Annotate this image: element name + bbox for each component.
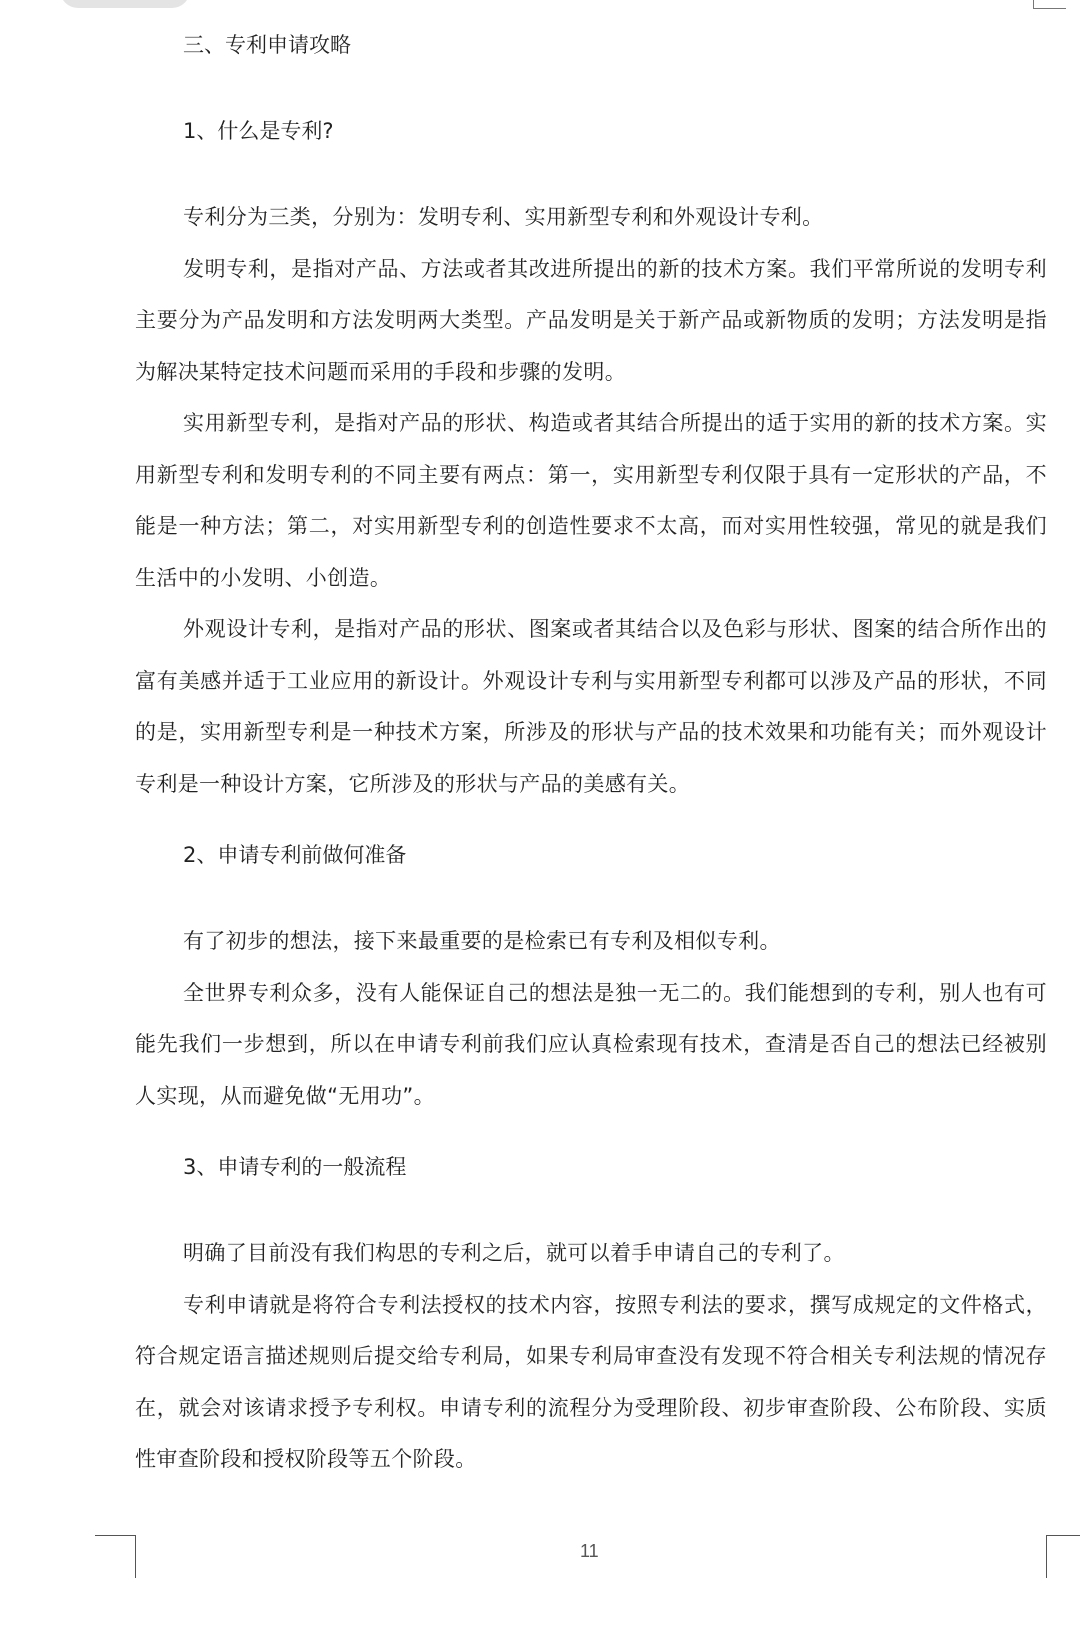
section-spacer <box>135 1122 1047 1150</box>
section-3 <box>135 1150 1047 1486</box>
section-2 <box>135 838 1047 1122</box>
paragraph: 实用新型专利，是指对产品的形状、构造或者其结合所提出的适于实用的新的技术方案。实用新型专利和发明专利的不同主要有两点：第一，实用新型专利仅限于具有一定形状的产品，不能是一种方法；第二，对实用新型专利的创造性要求不太高，而对实用性较强，常见的就是我们生活中的小发明、小创造。 <box>135 411 1047 590</box>
paragraph: 专利申请就是将符合专利法授权的技术内容，按照专利法的要求，撰写成规定的文件格式，符合规定语言描述规则后提交给专利局，如果专利局审查没有发现不符合相关专利法规的情况存在，就会对该请求授予专利权。申请专利的流程分为受理阶段、初步审查阶段、公布阶段、实质性审查阶段和授权阶段等五个阶段。 <box>135 1292 1047 1471</box>
bottom-left-crop-mark <box>95 1535 136 1578</box>
paragraph: 外观设计专利，是指对产品的形状、图案或者其结合以及色彩与形状、图案的结合所作出的富有美感并适于工业应用的新设计。外观设计专利与实用新型专利都可以涉及产品的形状，不同的是，实用新型专利是一种技术方案，所涉及的形状与产品的技术效果和功能有关；而外观设计专利是一种设计方案，它所涉及的形状与产品的美感有关。 <box>135 617 1047 796</box>
page-number: 11 <box>580 1541 599 1561</box>
document-body <box>135 28 1047 1486</box>
section-title: 3、申请专利的一般流程 <box>183 1155 407 1179</box>
paragraph: 明确了目前没有我们构思的专利之后，就可以着手申请自己的专利了。 <box>183 1241 845 1265</box>
paragraph: 专利分为三类，分别为：发明专利、实用新型专利和外观设计专利。 <box>183 205 824 229</box>
section-title: 2、申请专利前做何准备 <box>183 843 407 867</box>
page-footer <box>0 1535 1080 1595</box>
bottom-right-crop-mark <box>1046 1535 1080 1578</box>
top-edge-shadow <box>60 0 190 8</box>
top-right-crop-mark <box>1033 0 1066 9</box>
chapter-heading: 三、专利申请攻略 <box>183 33 351 57</box>
paragraph: 发明专利，是指对产品、方法或者其改进所提出的新的技术方案。我们平常所说的发明专利主要分为产品发明和方法发明两大类型。产品发明是关于新产品或新物质的发明；方法发明是指为解决某特定技术问题而采用的手段和步骤的发明。 <box>135 256 1047 384</box>
section-1 <box>135 114 1047 810</box>
section-title: 1、什么是专利? <box>183 119 334 143</box>
paragraph: 全世界专利众多，没有人能保证自己的想法是独一无二的。我们能想到的专利，别人也有可能先我们一步想到，所以在申请专利前我们应认真检索现有技术，查清是否自己的想法已经被别人实现，从而避免做“无用功”。 <box>135 980 1047 1108</box>
paragraph: 有了初步的想法，接下来最重要的是检索已有专利及相似专利。 <box>183 929 781 953</box>
section-spacer <box>135 810 1047 838</box>
